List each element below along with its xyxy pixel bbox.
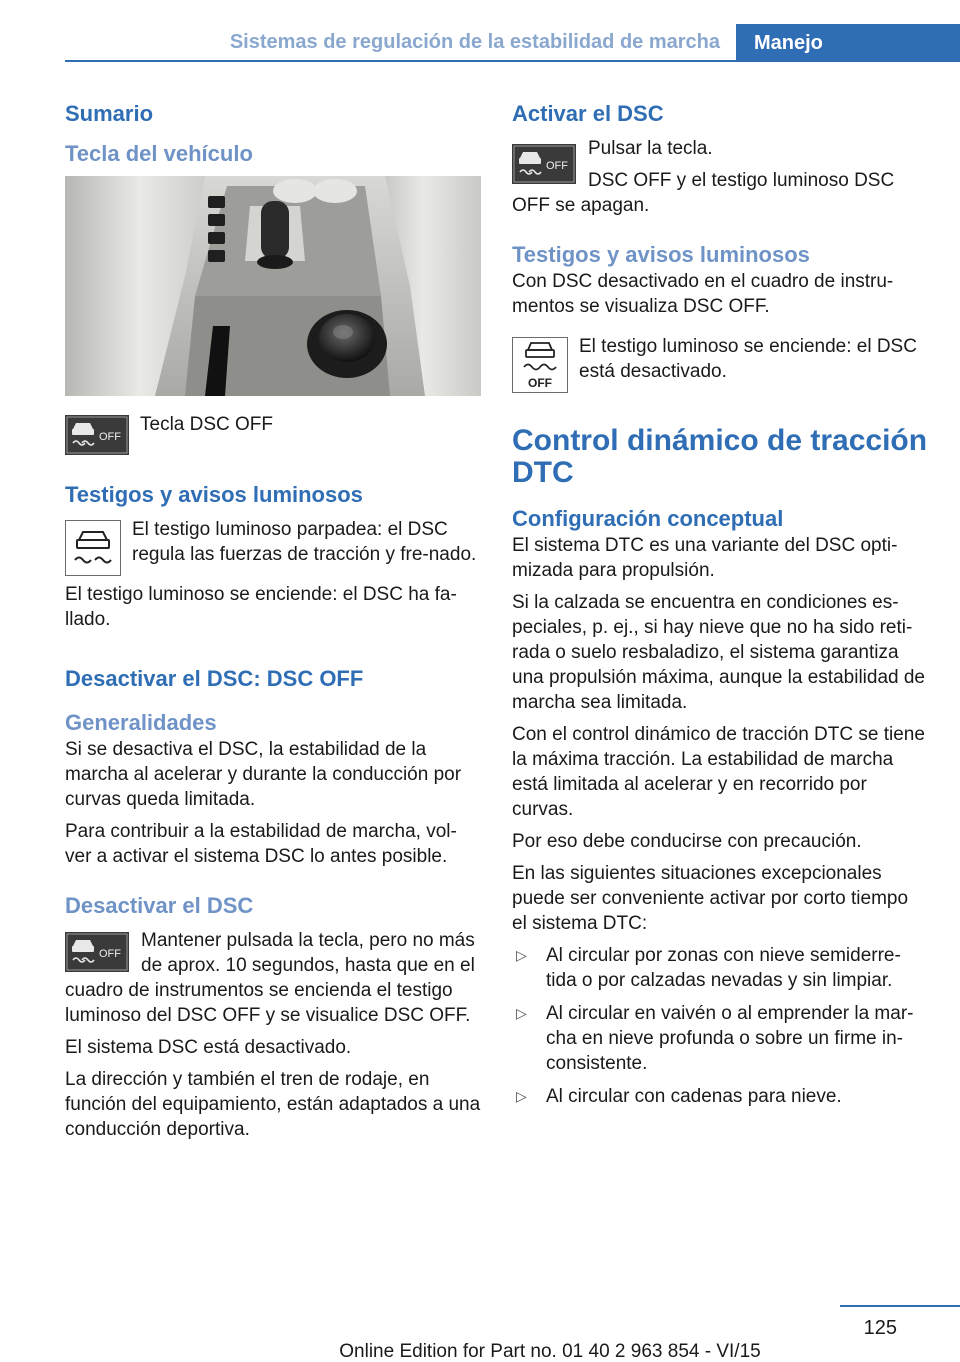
list-item: ▷ Al circular en vaivén o al emprender la mar-cha en nieve profunda o sobre un firme in-consistente.	[516, 1003, 914, 1074]
header-rule	[65, 60, 960, 62]
heading-testigos-left: Testigos y avisos luminosos	[65, 482, 363, 507]
testigo-desactivado-row	[512, 334, 928, 392]
activar-block	[512, 136, 928, 218]
heading-desactivar-dsc: Desactivar el DSC	[65, 893, 254, 918]
testigo-parpadea-text: El testigo luminoso parpadea: el DSC regula las fuerzas de tracción y fre-nado.	[132, 519, 477, 565]
list-item: ▷ Al circular por zonas con nieve semiderre-tida o por calzadas nevadas y sin limpiar.	[516, 945, 901, 991]
testigos-right-p1: Con DSC desactivado en el cuadro de instru-mentos se visualiza DSC OFF.	[512, 271, 894, 317]
triangle-bullet-icon: ▷	[516, 1088, 527, 1104]
center-console-photo	[65, 176, 481, 396]
heading-testigos-right: Testigos y avisos luminosos	[512, 242, 810, 267]
activar-p2: DSC OFF y el testigo luminoso DSC OFF se apagan.	[512, 170, 895, 216]
heading-generalidades: Generalidades	[65, 710, 217, 735]
heading-configuracion: Configuración conceptual	[512, 506, 784, 531]
svg-text:OFF: OFF	[99, 431, 121, 443]
right-column	[512, 100, 928, 1117]
dsc-off-lamp-icon	[512, 337, 568, 393]
svg-text:OFF: OFF	[528, 376, 552, 390]
triangle-bullet-icon: ▷	[516, 1005, 527, 1021]
dsc-off-key-icon	[65, 415, 129, 455]
list-item: ▷ Al circular con cadenas para nieve.	[516, 1086, 842, 1107]
dsc-off-key-icon	[65, 932, 129, 972]
testigo-parpadea-row	[65, 517, 481, 575]
desactivar-p3: La dirección y también el tren de rodaje, en función del equipamiento, están adaptados a una conducción deportiva.	[65, 1069, 481, 1140]
config-p3: Con el control dinámico de tracción DTC se tiene la máxima tracción. La estabilidad de marcha está limitada al acelerar y en recorrido por curvas.	[512, 724, 925, 820]
dsc-warning-lamp-icon	[65, 520, 121, 576]
tecla-caption: Tecla DSC OFF	[140, 414, 274, 435]
desactivar-p1	[65, 928, 481, 1028]
heading-tecla-vehiculo: Tecla del vehículo	[65, 141, 253, 166]
svg-text:OFF: OFF	[546, 160, 568, 172]
generalidades-p2: Para contribuir a la estabilidad de marcha, vol-ver a activar el sistema DSC lo antes posible.	[65, 821, 457, 867]
testigo-desactivado-text: El testigo luminoso se enciende: el DSC está desactivado.	[579, 336, 917, 382]
footer-edition: Online Edition for Part no. 01 40 2 963 854 - VI/15	[339, 1341, 761, 1362]
header-section-title: Sistemas de regulación de la estabilidad de marcha	[229, 31, 720, 53]
config-p2: Si la calzada se encuentra en condiciones es-peciales, p. ej., si hay nieve que no ha sido reti-rada o suelo resbaladizo, el sistema garantiza una propulsión máxima, aunque la estabilidad de marcha sea limitada.	[512, 592, 925, 713]
config-p4: Por eso debe conducirse con precaución.	[512, 831, 862, 852]
svg-text:OFF: OFF	[99, 948, 121, 960]
config-p1: El sistema DTC es una variante del DSC opti-mizada para propulsión.	[512, 535, 898, 581]
testigo-fallo-text: El testigo luminoso se enciende: el DSC ha fa-llado.	[65, 584, 457, 630]
desactivar-p1-text: Mantener pulsada la tecla, pero no más de aprox. 10 segundos, hasta que en el cuadro de instrumentos se encienda el testigo luminoso del DSC OFF y se visualice DSC OFF.	[65, 930, 475, 1026]
heading-control-dtc: Control dinámico de tracción DTC	[512, 424, 928, 489]
triangle-bullet-icon: ▷	[516, 947, 527, 963]
desactivar-p2: El sistema DSC está desactivado.	[65, 1037, 352, 1058]
header-chapter-tab: Manejo	[736, 24, 960, 62]
dtc-situations-list	[512, 943, 928, 1109]
heading-activar-dsc: Activar el DSC	[512, 101, 664, 126]
dsc-off-key-icon	[512, 144, 576, 184]
config-p5: En las siguientes situaciones excepcionales puede ser conveniente activar por corto tiempo el sistema DTC:	[512, 863, 909, 934]
generalidades-p1: Si se desactiva el DSC, la estabilidad de la marcha al acelerar y durante la conducción por curvas queda limitada.	[65, 739, 462, 810]
heading-sumario: Sumario	[65, 101, 154, 126]
activar-p1: Pulsar la tecla.	[588, 138, 713, 159]
left-column	[65, 100, 481, 1149]
heading-desactivar-dsc-off: Desactivar el DSC: DSC OFF	[65, 666, 364, 691]
tecla-dsc-off-row	[65, 412, 481, 452]
footer-rule	[840, 1305, 960, 1307]
page-number: 125	[863, 1317, 897, 1339]
